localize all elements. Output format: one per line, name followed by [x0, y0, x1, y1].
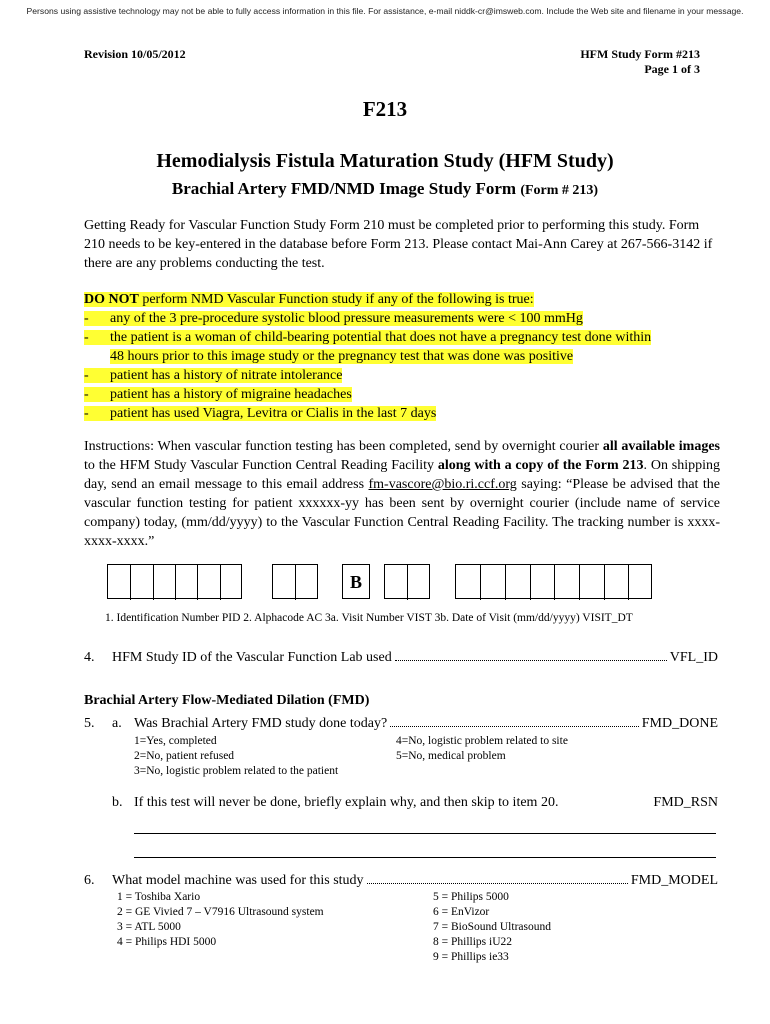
option[interactable]: 3 = ATL 5000: [117, 921, 181, 933]
option[interactable]: 2=No, patient refused: [134, 750, 235, 762]
visit-number-input[interactable]: [384, 564, 430, 599]
warning-item: any of the 3 pre-procedure systolic blood pressure measurements were < 100 mmHg: [110, 311, 583, 326]
q6-options-left: [117, 890, 324, 950]
q6-options-right: [433, 890, 551, 965]
answer-leader[interactable]: [367, 883, 628, 884]
warning-item: patient has used Viagra, Levitra or Cialis in the last 7 days: [110, 406, 437, 421]
id-boxes-row: [0, 564, 770, 599]
option[interactable]: 1=Yes, completed: [134, 735, 217, 747]
visit-letter: B: [349, 572, 362, 592]
warning-block: DO NOT perform NMD Vascular Function study if any of the following is true: - any of the 3 pre-procedure systolic blood pressure measurements were < 100 mmHg - the patient is a woman of child-bearing potential that does not have a pregnancy test done within 48 hours prior to this image study or the pregnancy test that was done was positive - patient has a history of nitrate intolerance - patient has a history of migraine headaches - patient has used Viagra, Levitra or Cialis in the last 7 days: [84, 292, 652, 421]
warning-item: patient has a history of migraine headaches: [110, 387, 352, 402]
option[interactable]: 4=No, logistic problem related to site: [396, 735, 568, 747]
email-link[interactable]: fm-vascore@bio.ri.ccf.org: [368, 477, 517, 492]
option[interactable]: 3=No, logistic problem related to the patient: [134, 765, 339, 777]
warning-item-continued: 48 hours prior to this image study or the pregnancy test that was done was positive: [110, 349, 574, 364]
intro-paragraph: Getting Ready for Vascular Function Study Form 210 must be completed prior to performing this study. Form 210 needs to be key-entered in the database before Form 213. Please contact Mai-Ann Carey at 267-566-3142 if there are any problems conducting the test.: [84, 218, 713, 271]
option[interactable]: 4 = Philips HDI 5000: [117, 936, 217, 948]
q5a-options-left: [134, 734, 338, 779]
variable-code: VFL_ID: [669, 650, 718, 665]
option[interactable]: 5=No, medical problem: [396, 750, 506, 762]
alphacode-input[interactable]: [272, 564, 318, 599]
question-text: If this test will never be done, briefly explain why, and then skip to item 20.: [134, 795, 559, 810]
question-sub: a.: [112, 716, 122, 731]
warning-lead: perform NMD Vascular Function study if any of the following is true:: [138, 292, 534, 307]
question-number: 5.: [84, 716, 95, 731]
q5a-options-right: [396, 734, 568, 764]
warning-lead-bold: DO NOT: [84, 292, 139, 307]
variable-code: FMD_MODEL: [630, 873, 718, 888]
question-text: What model machine was used for this study: [112, 873, 364, 888]
variable-code: FMD_DONE: [641, 716, 718, 731]
question-sub: b.: [112, 795, 123, 810]
option[interactable]: 5 = Philips 5000: [433, 891, 509, 903]
revision-date: Revision 10/05/2012: [84, 47, 186, 61]
page-title: Hemodialysis Fistula Maturation Study (HFM Study): [156, 150, 614, 172]
question-number: 4.: [84, 650, 95, 665]
variable-code: FMD_RSN: [653, 795, 718, 810]
option[interactable]: 8 = Phillips iU22: [433, 936, 513, 948]
visit-letter-box: [342, 564, 370, 599]
question-text: HFM Study ID of the Vascular Function Lab used: [112, 650, 392, 665]
answer-line[interactable]: [134, 833, 716, 834]
option[interactable]: 2 = GE Vivied 7 – V7916 Ultrasound system: [117, 906, 324, 918]
warning-item: patient has a history of nitrate intolerance: [110, 368, 343, 383]
question-4: [84, 650, 718, 666]
question-6: [84, 873, 718, 889]
subtitle-form-number: (Form # 213): [520, 183, 599, 198]
visit-date-input[interactable]: [455, 564, 652, 599]
option[interactable]: 9 = Phillips ie33: [433, 951, 509, 963]
answer-leader[interactable]: [390, 726, 639, 727]
page-indicator: Page 1 of 3: [644, 62, 700, 76]
accessibility-notice: Persons using assistive technology may not be able to fully access information in this file. For assistance, e-mail niddk-cr@imsweb.com. Include the Web site and filename in your message.: [26, 6, 744, 16]
subtitle-main: Brachial Artery FMD/NMD Image Study Form: [171, 179, 517, 198]
page-subtitle: [0, 179, 770, 199]
answer-leader[interactable]: [395, 660, 667, 661]
question-5a: [84, 716, 718, 732]
form-header: [580, 47, 700, 77]
instructions-paragraph: Instructions: When vascular function testing has been completed, send by overnight courier all available images to the HFM Study Vascular Function Central Reading Facility along with a copy of the Form 213. On shipping day, send an email message to this email address fm-vascore@bio.ri.ccf.org saying: “Please be advised that the vascular function testing for patient xxxxxx-yy has been sent by overnight courier (include name of service company) today, (mm/dd/yyyy) to the Vascular Function Central Reading Facility. The tracking number is xxxx-xxxx-xxxx.”: [84, 439, 721, 549]
form-number: F213: [362, 97, 408, 121]
question-text: Was Brachial Artery FMD study done today?: [134, 716, 388, 731]
option[interactable]: 6 = EnVizor: [433, 906, 490, 918]
warning-item: the patient is a woman of child-bearing potential that does not have a pregnancy test done within: [110, 330, 652, 345]
option[interactable]: 7 = BioSound Ultrasound: [433, 921, 551, 933]
answer-line[interactable]: [134, 857, 716, 858]
question-5b: [112, 795, 718, 811]
section-heading-fmd: Brachial Artery Flow-Mediated Dilation (FMD): [84, 693, 370, 708]
form-label: HFM Study Form #213: [580, 47, 700, 61]
pid-input[interactable]: [107, 564, 242, 599]
id-boxes-labels: 1. Identification Number PID 2. Alphacode AC 3a. Visit Number VIST 3b. Date of Visit (mm/dd/yyyy) VISIT_DT: [105, 612, 633, 624]
option[interactable]: 1 = Toshiba Xario: [117, 891, 201, 903]
question-number: 6.: [84, 873, 95, 888]
